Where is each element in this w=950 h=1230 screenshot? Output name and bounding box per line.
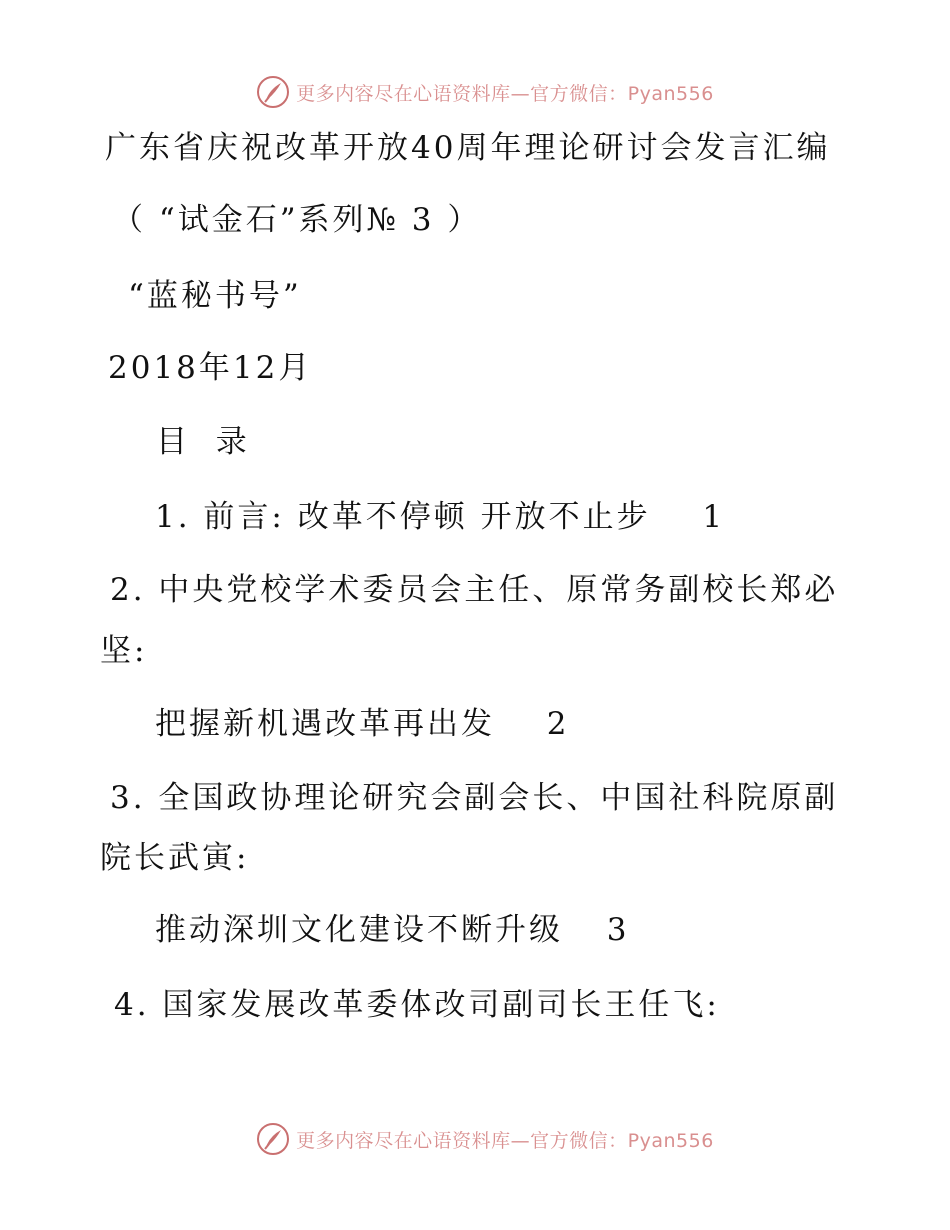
quill-pen-logo-icon [256, 75, 290, 109]
watermark-text: 更多内容尽在心语资料库—官方微信：Pyan556 [296, 82, 714, 105]
toc-item-text: 1. 前言: 改革不停顿 开放不止步 [155, 499, 651, 535]
toc-page-number: 3 [606, 912, 630, 948]
toc-item-3-continuation: 院长武寅: [100, 840, 250, 876]
watermark-text: 更多内容尽在心语资料库—官方微信：Pyan556 [296, 1129, 714, 1152]
toc-item-4[interactable]: 4. 国家发展改革委体改司副司长王任飞: [114, 987, 720, 1023]
toc-heading: 目 录 [156, 424, 250, 460]
toc-page-number: 1 [702, 499, 726, 535]
watermark-header [0, 70, 950, 114]
toc-item-2-subtitle[interactable] [155, 704, 569, 744]
document-title: 广东省庆祝改革开放40周年理论研讨会发言汇编 [105, 130, 831, 166]
toc-item-1[interactable] [155, 497, 725, 537]
series-label: （ “试金石”系列№ 3 ） [112, 202, 482, 238]
publisher-label: “蓝秘书号” [128, 278, 302, 314]
quill-pen-logo-icon [256, 1122, 290, 1156]
toc-item-3[interactable]: 3. 全国政协理论研究会副会长、中国社科院原副 [110, 780, 839, 816]
toc-item-text: 推动深圳文化建设不断升级 [155, 912, 563, 948]
toc-item-2-continuation: 坚: [100, 633, 148, 669]
toc-item-2[interactable]: 2. 中央党校学术委员会主任、原常务副校长郑必 [110, 572, 839, 608]
publish-date: 2018年12月 [108, 350, 313, 386]
toc-item-text: 把握新机遇改革再出发 [155, 706, 495, 742]
toc-item-3-subtitle[interactable] [155, 910, 629, 950]
watermark-footer [0, 1117, 950, 1161]
toc-page-number: 2 [546, 706, 570, 742]
